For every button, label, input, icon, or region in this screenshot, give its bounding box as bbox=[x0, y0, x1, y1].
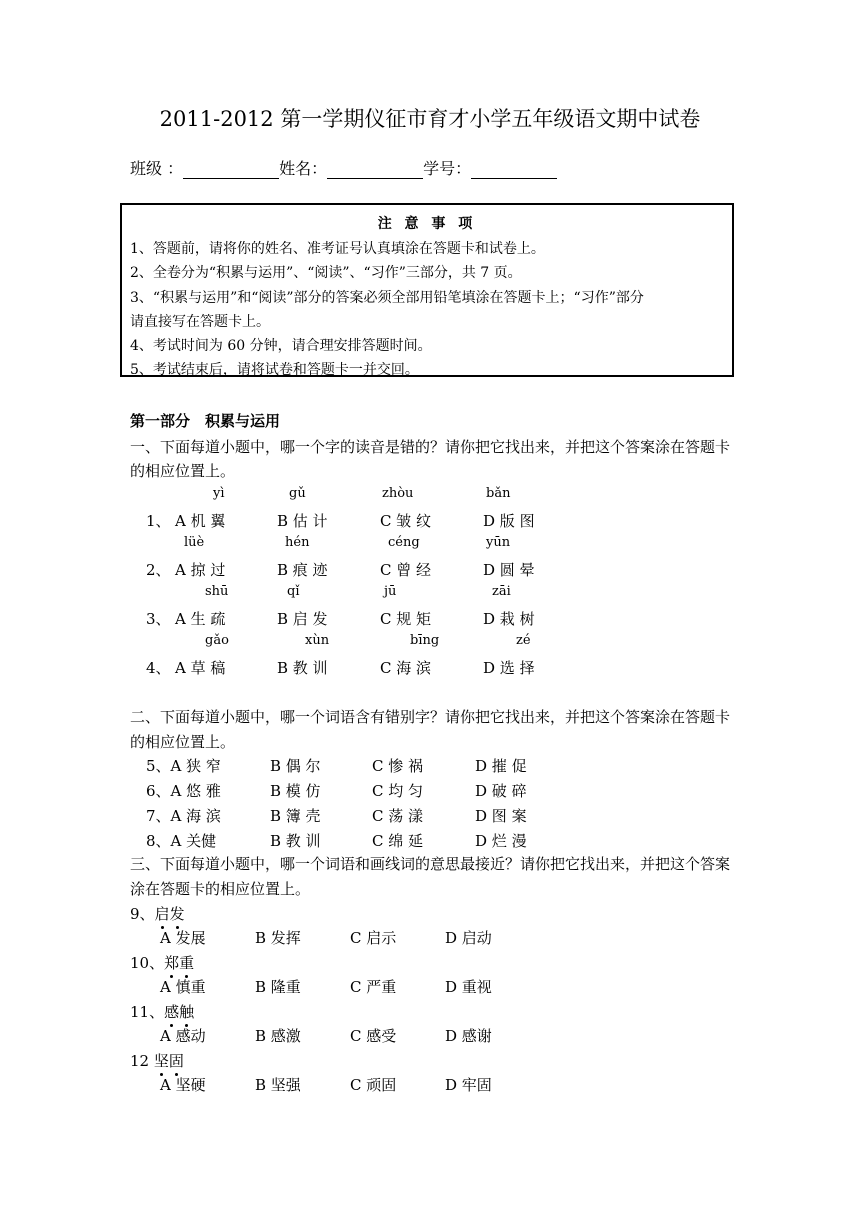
notice-item: 5、考试结束后，请将试卷和答题卡一并交回。 bbox=[130, 362, 419, 378]
notice-heading: 注 意 事 项 bbox=[377, 216, 477, 232]
answer-option: A 掠 过 bbox=[175, 561, 226, 579]
answer-option: C 启示 bbox=[350, 929, 397, 947]
answer-option: B 模 仿 bbox=[270, 782, 321, 800]
q3-stem bbox=[130, 952, 194, 973]
question-number: 3、 bbox=[146, 610, 171, 628]
pinyin-label: hén bbox=[285, 535, 310, 550]
underlined-word: 感触 bbox=[164, 1003, 195, 1021]
answer-option: A 坚硬 bbox=[160, 1076, 206, 1094]
q1-instruction: 一、下面每道小题中，哪一个字的读音是错的？请你把它找出来，并把这个答案涂在答题卡 bbox=[130, 438, 731, 456]
question-number: 2、 bbox=[146, 561, 171, 579]
answer-option: B 簿 壳 bbox=[270, 807, 321, 825]
answer-option: D 重视 bbox=[445, 978, 492, 996]
answer-option: B 启 发 bbox=[277, 610, 328, 628]
answer-option: D 图 案 bbox=[475, 807, 527, 825]
answer-option: C 惨 祸 bbox=[372, 757, 424, 775]
answer-option: D 版 图 bbox=[483, 512, 535, 530]
notice-box bbox=[120, 203, 734, 377]
question-number: 11、 bbox=[130, 1003, 165, 1021]
answer-option: C 顽固 bbox=[350, 1076, 397, 1094]
answer-option: A 发展 bbox=[160, 929, 206, 947]
pinyin-label: zé bbox=[516, 633, 531, 648]
answer-option: C 严重 bbox=[350, 978, 397, 996]
part1-heading: 第一部分 积累与运用 bbox=[130, 412, 281, 430]
pinyin-label: gǎo bbox=[205, 633, 229, 648]
pinyin-label: yūn bbox=[486, 535, 511, 550]
pinyin-label: bǎn bbox=[486, 486, 511, 501]
answer-option: A 生 疏 bbox=[175, 610, 226, 628]
answer-option: A 草 稿 bbox=[175, 659, 226, 677]
pinyin-label: bīng bbox=[410, 633, 440, 648]
question-number: 10、 bbox=[130, 954, 165, 972]
question-number: 9、 bbox=[130, 905, 155, 923]
answer-option: C 海 滨 bbox=[380, 659, 432, 677]
answer-option: D 烂 漫 bbox=[475, 832, 527, 850]
answer-option: C 感受 bbox=[350, 1027, 397, 1045]
answer-option: B 教 训 bbox=[270, 832, 321, 850]
q1-instruction-cont: 的相应位置上。 bbox=[130, 462, 236, 480]
answer-option: B 痕 迹 bbox=[277, 561, 328, 579]
class-blank bbox=[183, 160, 279, 179]
answer-option: D 圆 晕 bbox=[483, 561, 535, 579]
answer-option: B 教 训 bbox=[277, 659, 328, 677]
question-number: 12 bbox=[130, 1052, 154, 1070]
class-label: 班级 ： bbox=[130, 159, 184, 178]
name-blank bbox=[327, 160, 423, 179]
answer-option: D 破 碎 bbox=[475, 782, 527, 800]
pinyin-label: lüè bbox=[184, 535, 205, 550]
pinyin-label: céng bbox=[388, 535, 420, 550]
notice-item: 2、全卷分为“积累与运用”、“阅读”、“习作”三部分，共 7 页。 bbox=[130, 265, 522, 281]
notice-item: 3、“积累与运用”和“阅读”部分的答案必须全部用铅笔填涂在答题卡上；“习作”部分 bbox=[130, 290, 644, 306]
pinyin-label: jū bbox=[384, 584, 397, 599]
q2-instruction: 二、下面每道小题中，哪一个词语含有错别字？请你把它找出来，并把这个答案涂在答题卡 bbox=[130, 708, 731, 726]
answer-option: D 牢固 bbox=[445, 1076, 492, 1094]
pinyin-label: zāi bbox=[492, 584, 511, 599]
answer-option: 7、A 海 滨 bbox=[146, 807, 221, 825]
answer-option: D 感谢 bbox=[445, 1027, 492, 1045]
student-id-blank bbox=[471, 160, 557, 179]
question-number: 4、 bbox=[146, 659, 171, 677]
answer-option: A 机 翼 bbox=[175, 512, 226, 530]
answer-option: B 感激 bbox=[255, 1027, 301, 1045]
pinyin-label: yì bbox=[213, 486, 225, 501]
answer-option: C 均 匀 bbox=[372, 782, 424, 800]
answer-option: B 坚强 bbox=[255, 1076, 301, 1094]
notice-item: 请直接写在答题卡上。 bbox=[130, 314, 270, 330]
q3-stem bbox=[130, 903, 185, 924]
answer-option: D 选 择 bbox=[483, 659, 535, 677]
answer-option: D 栽 树 bbox=[483, 610, 535, 628]
answer-option: C 曾 经 bbox=[380, 561, 432, 579]
answer-option: A 慎重 bbox=[160, 978, 206, 996]
pinyin-label: xùn bbox=[305, 633, 330, 648]
answer-option: D 摧 促 bbox=[475, 757, 527, 775]
student-id-label: 学号： bbox=[423, 159, 472, 178]
pinyin-label: zhòu bbox=[382, 486, 414, 501]
underlined-word: 郑重 bbox=[164, 954, 195, 972]
answer-option: B 偶 尔 bbox=[270, 757, 321, 775]
underlined-word: 启发 bbox=[154, 905, 185, 923]
question-number: 1、 bbox=[146, 512, 171, 530]
answer-option: C 绵 延 bbox=[372, 832, 424, 850]
pinyin-label: gǔ bbox=[289, 486, 306, 501]
q2-instruction-cont: 的相应位置上。 bbox=[130, 733, 236, 751]
answer-option: 8、A 关健 bbox=[146, 832, 217, 850]
answer-option: B 发挥 bbox=[255, 929, 301, 947]
q3-stem bbox=[130, 1001, 194, 1022]
pinyin-label: qǐ bbox=[287, 584, 300, 599]
notice-item: 4、考试时间为 60 分钟，请合理安排答题时间。 bbox=[130, 338, 432, 354]
answer-option: A 感动 bbox=[160, 1027, 206, 1045]
answer-option: 6、A 悠 雅 bbox=[146, 782, 221, 800]
answer-option: 5、A 狭 窄 bbox=[146, 757, 221, 775]
notice-item: 1、答题前，请将你的姓名、准考证号认真填涂在答题卡和试卷上。 bbox=[130, 241, 545, 257]
page-title: 2011-2012 第一学期仪征市育才小学五年级语文期中试卷 bbox=[159, 107, 701, 131]
student-info-line bbox=[130, 156, 557, 179]
underlined-word: 坚固 bbox=[153, 1052, 184, 1070]
q3-instruction-cont: 涂在答题卡的相应位置上。 bbox=[130, 880, 311, 898]
q3-instruction: 三、下面每道小题中，哪一个词语和画线词的意思最接近？请你把它找出来，并把这个答案 bbox=[130, 855, 731, 873]
answer-option: B 隆重 bbox=[255, 978, 301, 996]
name-label: 姓名： bbox=[279, 159, 328, 178]
q3-stem bbox=[130, 1050, 184, 1071]
answer-option: D 启动 bbox=[445, 929, 492, 947]
pinyin-label: shū bbox=[205, 584, 229, 599]
answer-option: C 皱 纹 bbox=[380, 512, 432, 530]
answer-option: B 估 计 bbox=[277, 512, 328, 530]
answer-option: C 规 矩 bbox=[380, 610, 432, 628]
answer-option: C 荡 漾 bbox=[372, 807, 424, 825]
